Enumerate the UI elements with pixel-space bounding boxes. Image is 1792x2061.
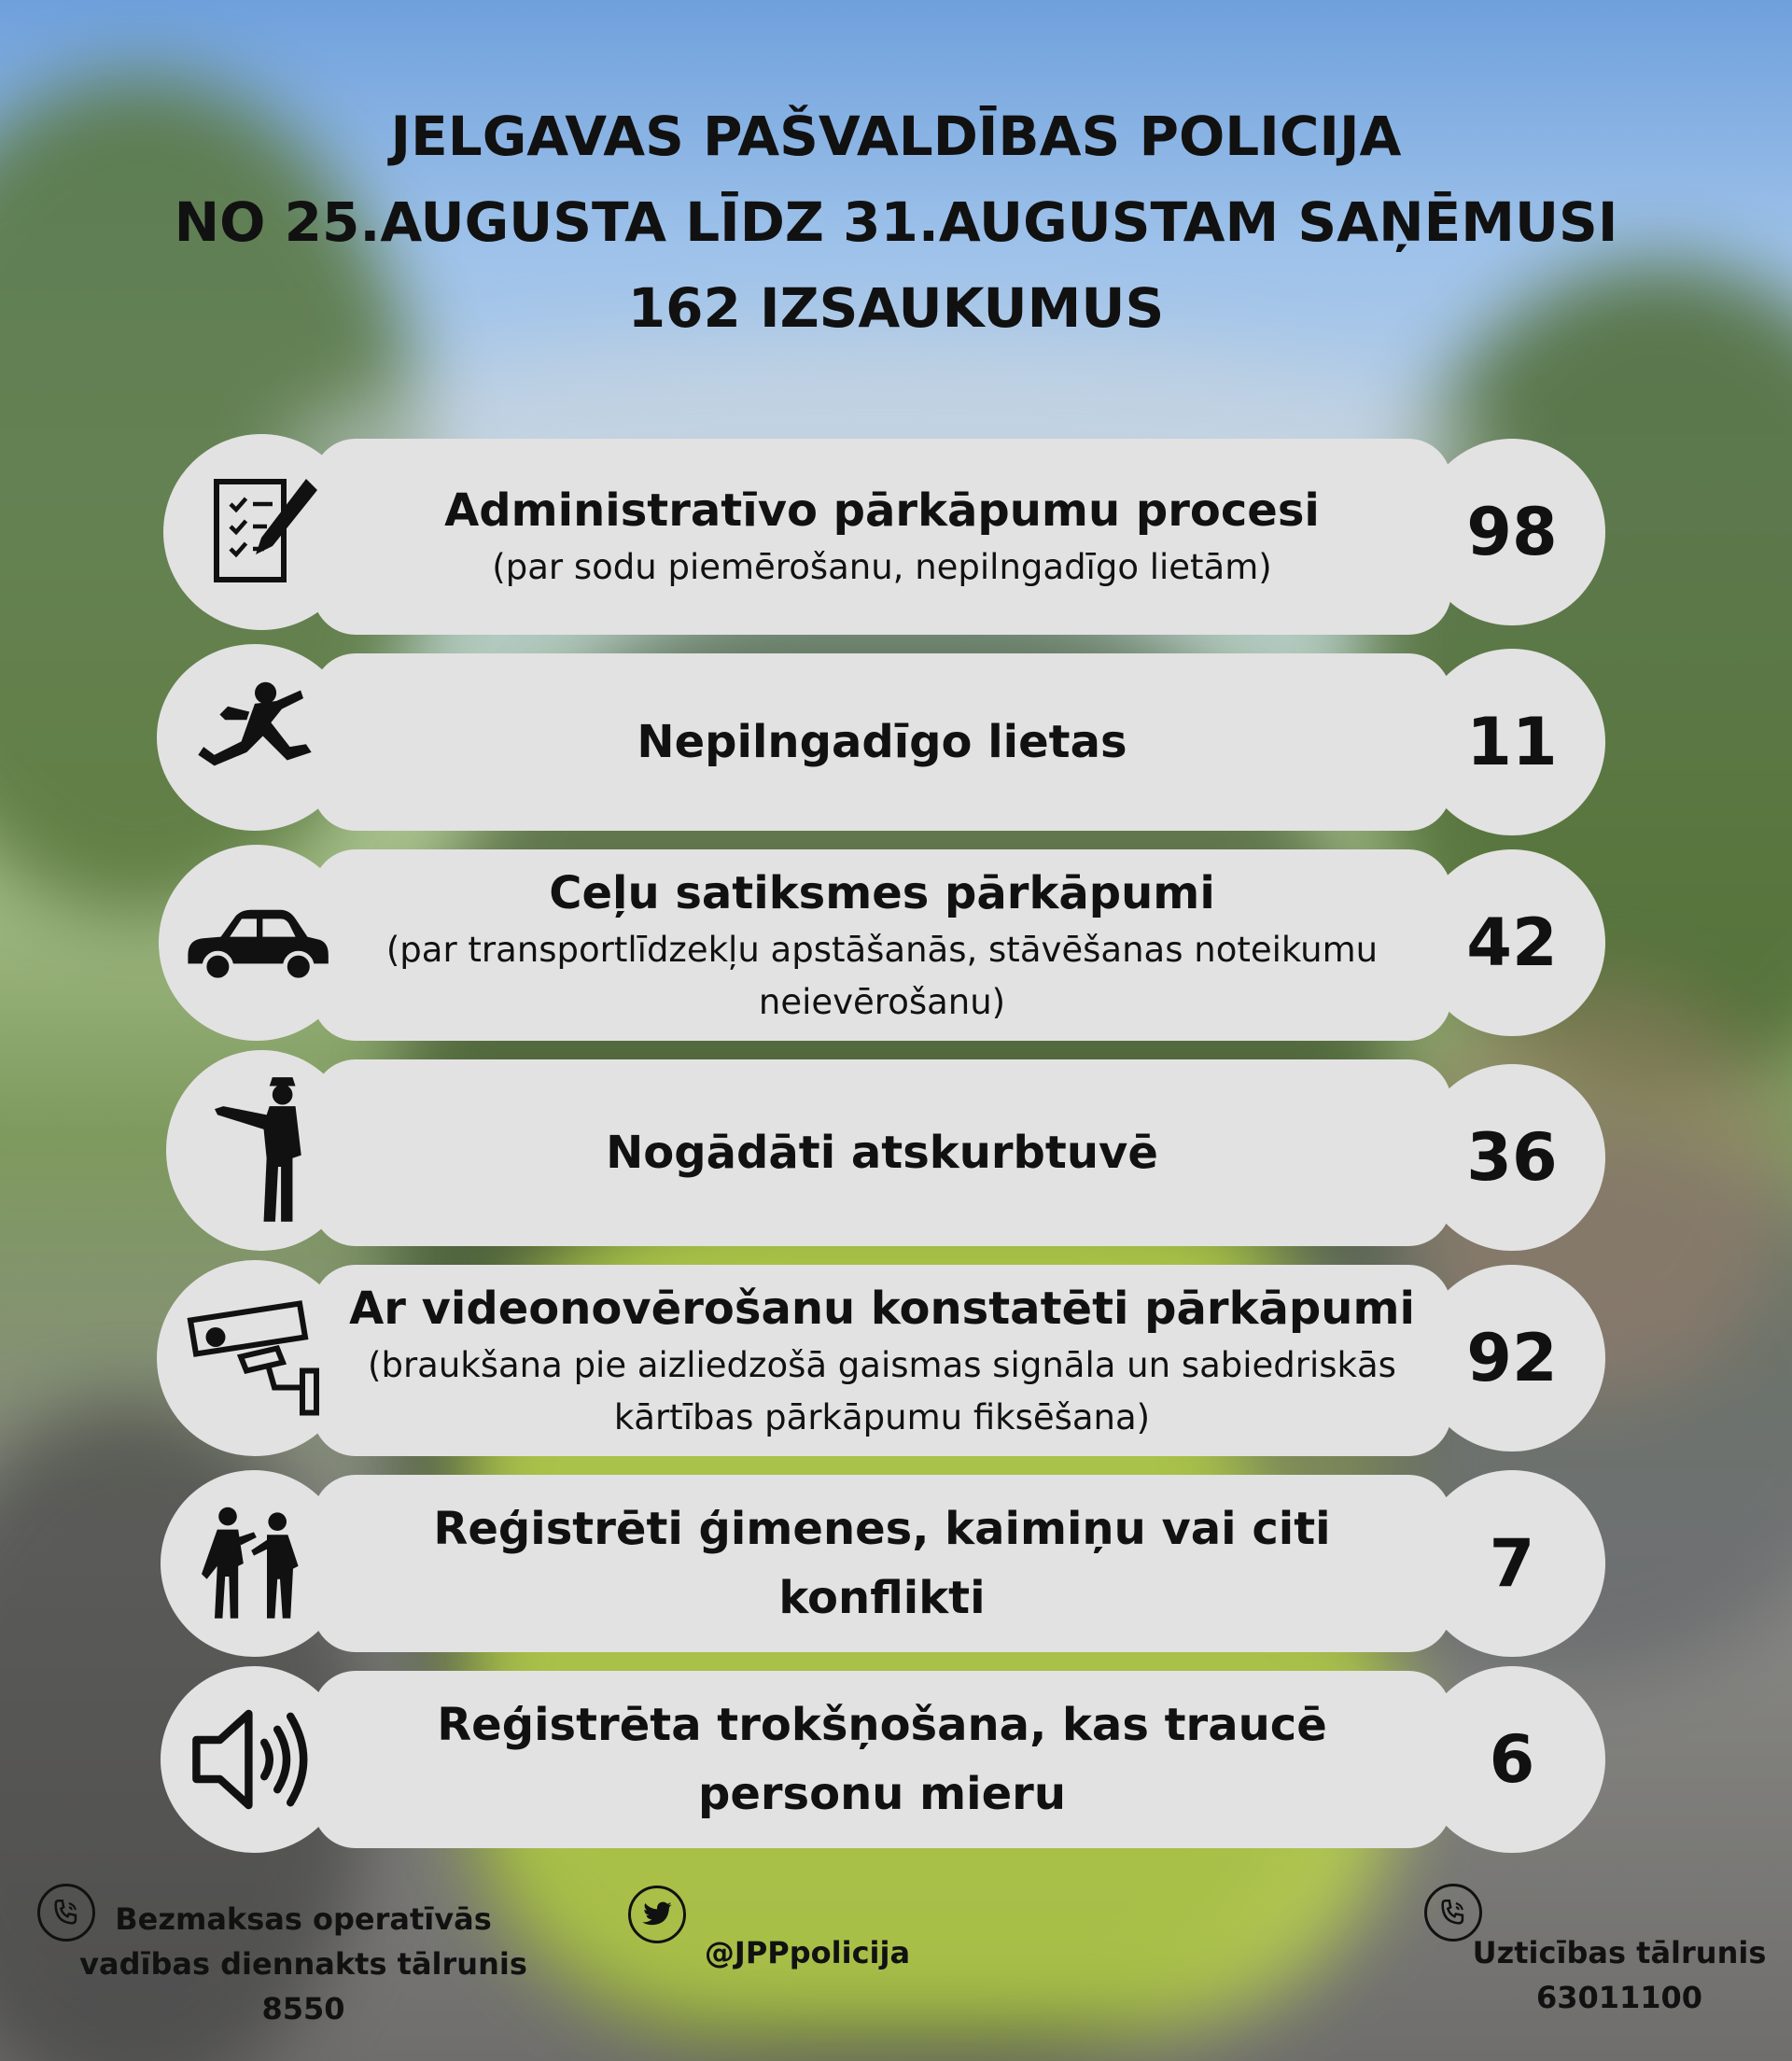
stat-subtitle-line2: neievērošanu)	[758, 981, 1006, 1022]
stat-title-line2: personu mieru	[697, 1768, 1067, 1820]
stat-subtitle: (par sodu piemērošanu, nepilngadīgo lietām)	[492, 547, 1272, 587]
title-line-1: JELGAVAS PAŠVALDĪBAS POLICIJA	[390, 105, 1402, 168]
page-title	[0, 93, 1792, 351]
stat-value: 42	[1419, 849, 1605, 1036]
footer-hotline-line1: Bezmaksas operatīvās	[115, 1901, 492, 1937]
stat-value: 11	[1419, 649, 1605, 835]
stat-title-line1: Reģistrēta trokšņošana, kas traucē	[437, 1699, 1327, 1751]
police-officer-pointing-icon	[166, 1050, 357, 1251]
title-line-3: 162 IZSAUKUMUS	[627, 276, 1165, 340]
stat-label-box	[313, 1475, 1451, 1652]
stat-subtitle-line1: (braukšana pie aizliedzošā gaismas signāla un sabiedriskās	[368, 1344, 1396, 1385]
footer-hotline	[56, 1897, 551, 2031]
title-line-2: NO 25.AUGUSTA LĪDZ 31.AUGUSTAM SAŅĒMUSI	[174, 190, 1618, 254]
stat-label-box	[313, 1059, 1451, 1246]
stat-title-line2: konflikti	[778, 1572, 986, 1624]
stat-label-box	[313, 1265, 1451, 1456]
stat-value: 98	[1419, 439, 1605, 625]
stat-title: Ar videonovērošanu konstatēti pārkāpumi	[349, 1282, 1415, 1335]
stat-value: 7	[1419, 1470, 1605, 1657]
stat-title: Administratīvo pārkāpumu procesi	[444, 484, 1320, 537]
stat-value: 36	[1419, 1064, 1605, 1251]
stat-label-box	[313, 653, 1451, 831]
stat-value: 92	[1419, 1265, 1605, 1451]
arguing-people-icon	[161, 1470, 347, 1657]
footer-trust-line-number: 63011100	[1535, 1980, 1703, 2015]
stat-label-box	[313, 1671, 1451, 1848]
stat-title: Nogādāti atskurbtuvē	[606, 1127, 1158, 1179]
stat-value: 6	[1419, 1666, 1605, 1853]
stat-label-box	[313, 849, 1451, 1041]
running-child-icon	[157, 644, 353, 831]
security-camera-icon	[157, 1260, 353, 1456]
footer-twitter-handle[interactable]: @JPPpolicija	[704, 1935, 911, 1970]
checklist-pen-icon	[163, 434, 359, 630]
stat-subtitle-line2: kārtības pārkāpumu fiksēšana)	[613, 1396, 1151, 1437]
stat-title: Nepilngadīgo lietas	[637, 716, 1127, 768]
car-icon	[159, 845, 355, 1041]
footer-trust-line-label: Uzticības tālrunis	[1472, 1935, 1767, 1970]
stat-label-box	[313, 439, 1451, 635]
stat-title-line1: Reģistrēti ģimenes, kaimiņu vai citi	[433, 1503, 1331, 1555]
footer-hotline-number: 8550	[261, 1991, 345, 2026]
footer-trust-line	[1456, 1930, 1783, 2020]
footer-hotline-line2: vadības diennakts tālrunis	[79, 1946, 527, 1982]
stat-subtitle-line1: (par transportlīdzekļu apstāšanās, stāvēšanas noteikumu	[385, 929, 1379, 970]
speaker-icon	[161, 1666, 347, 1853]
stat-title: Ceļu satiksmes pārkāpumi	[549, 866, 1215, 919]
